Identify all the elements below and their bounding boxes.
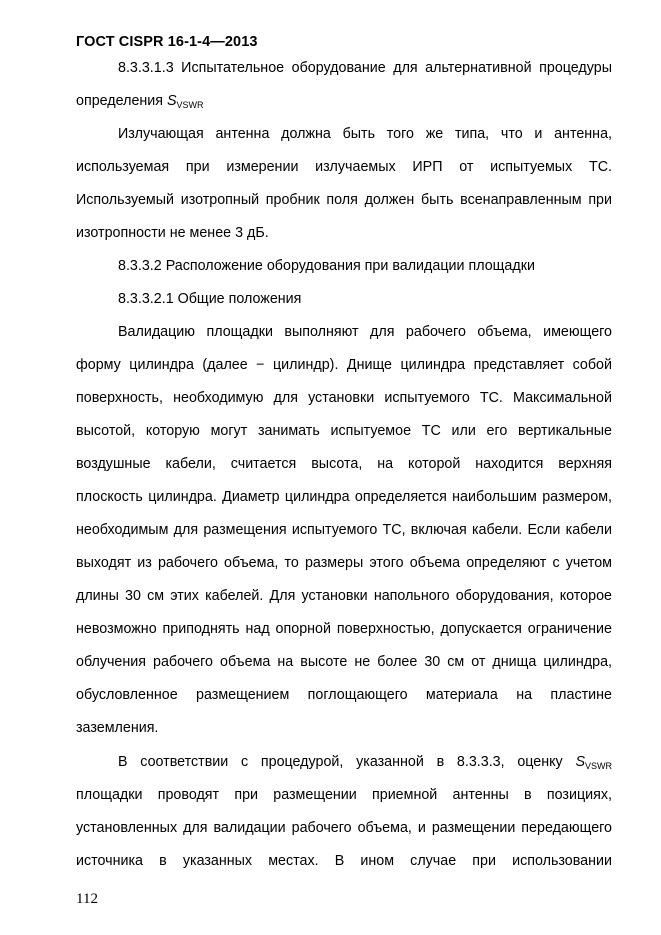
text-line: облучения рабочего объема на высоте не более 30 см от днища цилиндра, bbox=[76, 654, 612, 670]
text-line: невозможно приподнять над опорной поверхностью, допускается ограничение bbox=[76, 621, 612, 637]
text-line: заземления. bbox=[76, 720, 159, 736]
text-line: Излучающая антенна должна быть того же типа, что и антенна, bbox=[118, 126, 612, 142]
document-header: ГОСТ CISPR 16-1-4—2013 bbox=[76, 34, 258, 50]
text-line: установленных для валидации рабочего объема, и размещении передающего bbox=[76, 820, 612, 836]
text-line: площадки проводят при размещении приемной антенны в позициях, bbox=[76, 787, 612, 803]
text-line: изотропности не менее 3 дБ. bbox=[76, 225, 269, 241]
section-heading: 8.3.3.2 Расположение оборудования при валидации площадки bbox=[118, 258, 535, 274]
text-line: Используемый изотропный пробник поля должен быть всенаправленным при bbox=[76, 192, 612, 208]
text-line: определения $S_{VSWR}$ bbox=[76, 93, 204, 110]
text-line: используемая при измерении излучаемых ИРП от испытуемых ТС. bbox=[76, 159, 612, 175]
text-line: необходимым для размещения испытуемого ТС, включая кабели. Если кабели bbox=[76, 522, 612, 538]
text-line: форму цилиндра (далее − цилиндр). Днище цилиндра представляет собой bbox=[76, 357, 612, 373]
svswr-symbol: $S_{VSWR}$ bbox=[167, 93, 204, 110]
text-line: поверхность, необходимую для установки испытуемого ТС. Максимальной bbox=[76, 390, 612, 406]
text-line: плоскость цилиндра. Диаметр цилиндра определяется наибольшим размером, bbox=[76, 489, 612, 505]
text-line: Валидацию площадки выполняют для рабочего объема, имеющего bbox=[118, 324, 612, 340]
text-line: 8.3.3.1.3 Испытательное оборудование для альтернативной процедуры bbox=[118, 60, 612, 76]
text-line: воздушные кабели, считается высота, на которой находится верхняя bbox=[76, 456, 612, 472]
text-line: выходят из рабочего объема, то размеры этого объема определяют с учетом bbox=[76, 555, 612, 571]
text-line: В соответствии с процедурой, указанной в 8.3.3.3, оценку $S_{VSWR}$ bbox=[118, 754, 612, 771]
page-number: 112 bbox=[76, 891, 98, 907]
svswr-symbol: $S_{VSWR}$ bbox=[575, 754, 612, 771]
text-line: источника в указанных местах. В ином случае при использовании bbox=[76, 853, 612, 869]
text-line: длины 30 см этих кабелей. Для установки напольного оборудования, которое bbox=[76, 588, 612, 604]
section-heading: 8.3.3.2.1 Общие положения bbox=[118, 291, 302, 307]
text-line: высотой, которую могут занимать испытуемое ТС или его вертикальные bbox=[76, 423, 612, 439]
text-line: обусловленное размещением поглощающего материала на пластине bbox=[76, 687, 612, 703]
